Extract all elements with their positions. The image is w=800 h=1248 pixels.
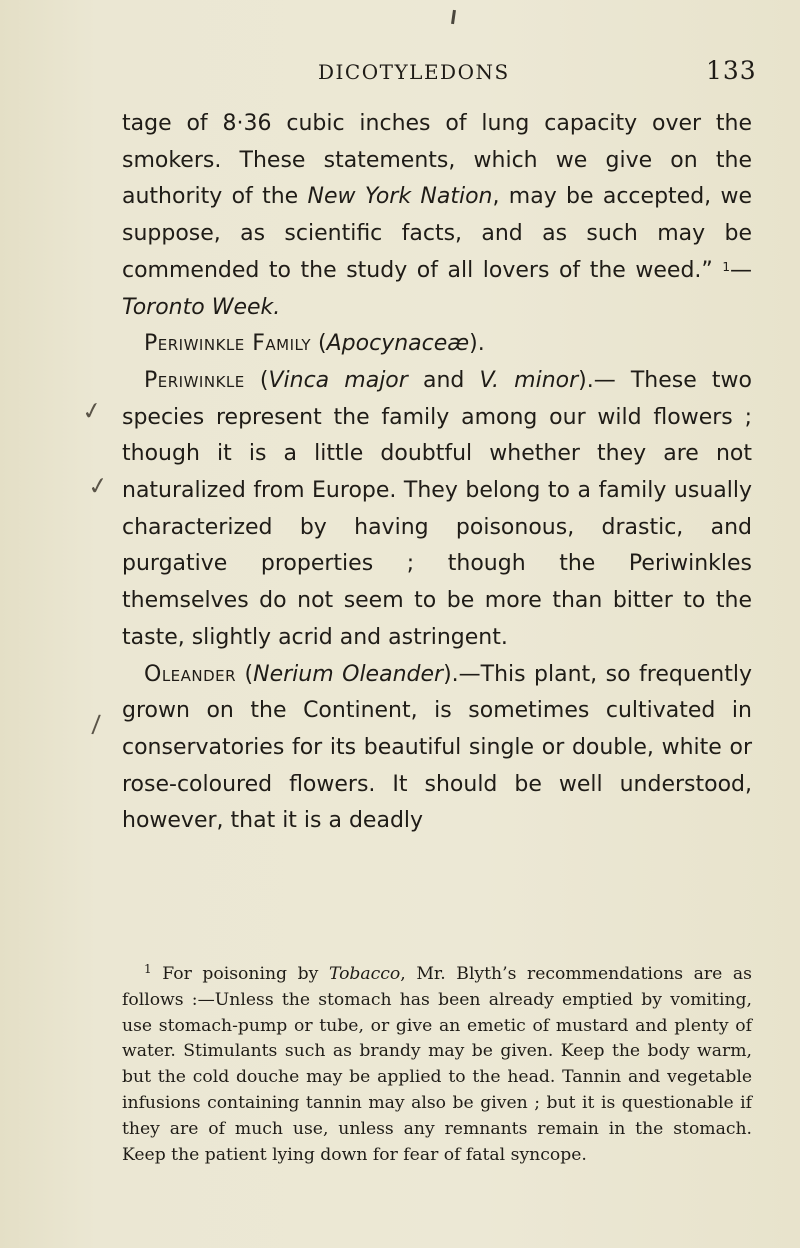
italic-text: Tobacco (328, 964, 401, 984)
pencil-check-mark: ✓ (79, 395, 105, 427)
text-run: tage of 8·36 cubic inches of lung capacity over the smokers. These statements, which we give on the authority of the (122, 111, 752, 210)
paragraph (122, 657, 752, 841)
italic-text: Apocynaceæ (326, 331, 470, 357)
footnote-ref: 1 (722, 259, 730, 274)
italic-text: New York Nation (307, 184, 493, 210)
small-caps-heading: Periwinkle (144, 367, 245, 393)
text-run: — (730, 257, 752, 283)
paragraph (122, 106, 752, 326)
italic-text: Nerium Oleander (253, 661, 444, 687)
text-run: , may be accepted, we suppose, as scientific facts, and as such may be commended to the study of all lovers of the weed.” (122, 184, 752, 283)
body-text (122, 106, 752, 840)
footnote-text (122, 962, 752, 1168)
running-head: DICOTYLEDONS (318, 60, 510, 84)
italic-text: Vinca major (268, 367, 408, 393)
text-run: ( (311, 331, 327, 357)
text-run: ).—This plant, so frequently grown on the Continent, is sometimes cultivated in conservatories for its beautiful single or double, white or rose-coloured flowers. It should be well understood, however, that it is a deadly (122, 661, 753, 834)
pencil-check-mark: ✓ (86, 470, 110, 502)
italic-text: Toronto Week. (122, 294, 281, 320)
page-number: 133 (706, 56, 757, 85)
text-run: and (407, 367, 480, 393)
small-caps-heading: Periwinkle Family (144, 331, 312, 357)
italic-text: V. minor (479, 367, 579, 393)
footnote (122, 962, 752, 1168)
text-run: ). (469, 331, 485, 357)
text-run: ).— These two species represent the family among our wild flowers ; though it is a little doubtful whether they are not naturalized from Europe. They belong to a family usually characterized by having poisonous, drastic, and purgative properties ; though the Periwinkles themselves do not seem to be more than bitter to the taste, slightly acrid and astringent. (122, 367, 752, 650)
page-header (0, 56, 800, 92)
paragraph (122, 363, 752, 657)
small-caps-heading: Oleander (144, 661, 237, 687)
ink-speck (451, 10, 456, 24)
text-run: , Mr. Blyth’s recommendations are as follows :—Unless the stomach has been already emptied by vomiting, use stomach-pump or tube, or give an emetic of mustard and plenty of water. Stimulants such as brandy may be given. Keep the body warm, but the cold douche may be applied to the head. Tannin and vegetable infusions containing tannin may also be given ; but it is questionable if they are of much use, unless any remnants remain in the stomach. Keep the patient lying down for fear of fatal syncope. (122, 964, 752, 1165)
paragraph (122, 326, 752, 363)
text-run: For poisoning by (151, 964, 329, 984)
pencil-slash-mark: / (91, 709, 102, 739)
text-run: ( (236, 661, 254, 687)
text-run: ( (244, 367, 269, 393)
footnote-marker: 1 (144, 962, 152, 976)
